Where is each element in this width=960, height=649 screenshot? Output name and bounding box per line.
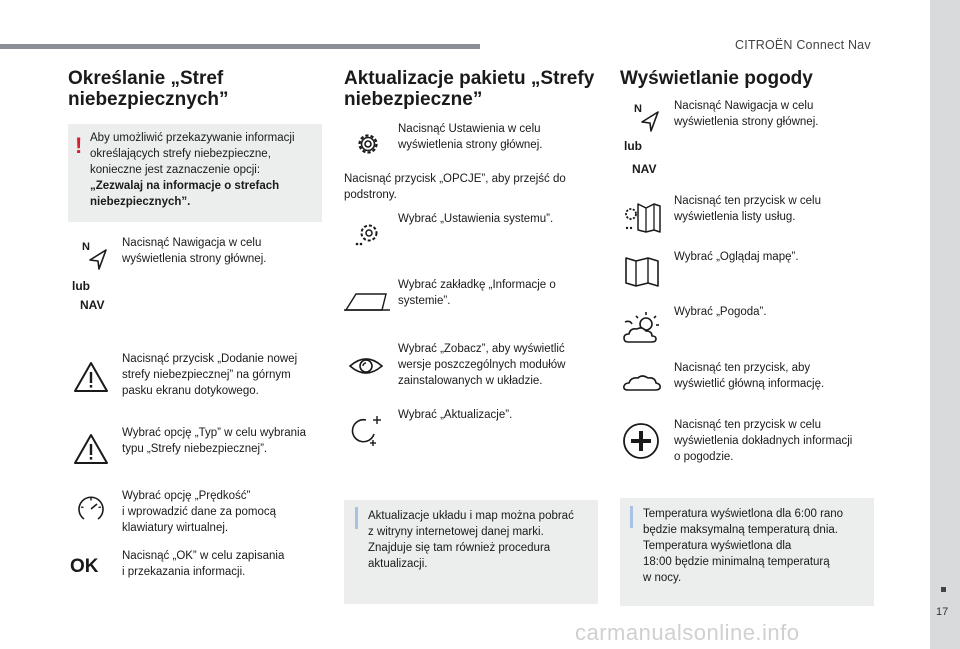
header-rule xyxy=(0,44,480,49)
info-mark-icon xyxy=(355,507,358,529)
step-line: zainstalowanych w układzie. xyxy=(398,375,543,387)
step-line: Wybrać „Oglądaj mapę”. xyxy=(674,251,799,263)
svg-text:N: N xyxy=(82,241,90,253)
col2-info-text xyxy=(368,508,596,572)
col1-title-line1: Określanie „Stref xyxy=(68,68,224,89)
step-line: wyświetlenia strony głównej. xyxy=(122,253,267,265)
ok-button[interactable]: OK xyxy=(70,556,99,577)
col3-title: Wyświetlanie pogody xyxy=(620,68,813,89)
col3-step-view-map xyxy=(674,249,884,265)
col2-title-line2: niebezpieczne” xyxy=(344,89,483,110)
step-line: Wybrać „Pogoda”. xyxy=(674,306,767,318)
step-line: Nacisnąć ten przycisk w celu xyxy=(674,195,821,207)
step-line: Nacisnąć „OK” w celu zapisania xyxy=(122,550,285,562)
step-line: Nacisnąć Nawigacja w celu xyxy=(674,100,814,112)
navigation-arrow-icon[interactable] xyxy=(80,238,110,272)
services-map-icon[interactable] xyxy=(624,200,662,234)
col2-step-system xyxy=(398,211,598,227)
step-line: o pogodzie. xyxy=(674,451,734,463)
warning-line: „Zezwalaj na informacje o strefach xyxy=(90,180,280,192)
system-settings-icon[interactable] xyxy=(352,220,382,250)
navigation-arrow-icon[interactable] xyxy=(632,100,662,134)
step-line: wyświetlenia strony głównej. xyxy=(674,116,819,128)
continuation-marker xyxy=(941,587,946,592)
col3-step-details xyxy=(674,417,884,465)
col1-step-add-zone xyxy=(122,351,327,399)
step-line: wersje poszczególnych modułów xyxy=(398,359,566,371)
info-tab-icon[interactable] xyxy=(344,290,390,312)
col2-step-settings xyxy=(398,121,598,153)
step-line: Wybrać zakładkę „Informacje o xyxy=(398,279,556,291)
step-line: podstrony. xyxy=(344,189,397,201)
danger-triangle-icon[interactable] xyxy=(72,360,110,394)
warning-line: niebezpiecznych”. xyxy=(90,196,191,208)
col3-step-services xyxy=(674,193,884,225)
col1-step-type xyxy=(122,425,327,457)
info-line: z witryny internetowej danej marki. xyxy=(368,526,544,538)
step-line: Nacisnąć przycisk „Dodanie nowej xyxy=(122,353,298,365)
col3-step-navigation xyxy=(674,98,884,130)
map-icon[interactable] xyxy=(624,254,660,288)
col2-step-updates xyxy=(398,407,598,423)
watermark: carmanualsonline.info xyxy=(575,620,800,645)
info-line: będzie maksymalną temperaturą dnia. xyxy=(643,524,838,536)
info-line: aktualizacji. xyxy=(368,558,428,570)
col3-step-main-info xyxy=(674,360,884,392)
or-label: lub xyxy=(624,139,642,153)
step-line: wyświetlenia strony głównej. xyxy=(398,139,543,151)
plus-circle-icon[interactable] xyxy=(622,422,660,460)
danger-triangle-icon[interactable] xyxy=(72,432,110,466)
step-line: Wybrać opcję „Prędkość” xyxy=(122,490,251,502)
col3-info-text xyxy=(643,506,871,586)
step-line: i przekazania informacji. xyxy=(122,566,246,578)
svg-text:N: N xyxy=(634,103,642,115)
step-line: Nacisnąć ten przycisk w celu xyxy=(674,419,821,431)
col3-step-weather xyxy=(674,304,884,320)
col2-title-line1: Aktualizacje pakietu „Strefy xyxy=(344,68,595,89)
col1-step-navigation xyxy=(122,235,322,267)
col2-step-info-tab xyxy=(398,277,598,309)
step-line: wyświetlenia listy usług. xyxy=(674,211,796,223)
step-line: pasku ekranu dotykowego. xyxy=(122,385,259,397)
eye-icon[interactable] xyxy=(348,354,384,378)
step-line: Nacisnąć Nawigacja w celu xyxy=(122,237,262,249)
page-side-strip xyxy=(930,0,960,649)
info-line: Aktualizacje układu i map można pobrać xyxy=(368,510,574,522)
step-line: Nacisnąć Ustawienia w celu xyxy=(398,123,541,135)
speedometer-icon[interactable] xyxy=(76,494,106,524)
step-line: wyświetlenia dokładnych informacji xyxy=(674,435,853,447)
gear-icon[interactable] xyxy=(354,130,382,158)
step-line: systemie”. xyxy=(398,295,451,307)
info-line: 18:00 będzie minimalną temperaturą xyxy=(643,556,830,568)
weather-icon[interactable] xyxy=(622,310,662,346)
page-number: 17 xyxy=(936,606,949,618)
col1-title xyxy=(68,68,229,110)
col1-title-line2: niebezpiecznych” xyxy=(68,89,229,110)
warning-line: Aby umożliwić przekazywanie informacji xyxy=(90,132,295,144)
or-label: lub xyxy=(72,279,90,293)
step-line: i wprowadzić dane za pomocą xyxy=(122,506,277,518)
cloud-icon[interactable] xyxy=(622,372,662,392)
step-line: typu „Strefy niebezpiecznej”. xyxy=(122,443,268,455)
update-icon[interactable] xyxy=(346,414,382,446)
info-line: Temperatura wyświetlona dla 6:00 rano xyxy=(643,508,844,520)
col1-step-ok xyxy=(122,548,327,580)
col2-step-options xyxy=(344,171,594,203)
col2-step-view xyxy=(398,341,598,389)
step-line: wyświetlić główną informację. xyxy=(674,378,825,390)
step-line: strefy niebezpiecznej” na górnym xyxy=(122,369,291,381)
step-line: Wybrać opcję „Typ” w celu wybrania xyxy=(122,427,306,439)
warning-text xyxy=(90,130,320,210)
step-line: Wybrać „Ustawienia systemu”. xyxy=(398,213,554,225)
warning-line: określających strefy niebezpieczne, xyxy=(90,148,271,160)
info-line: Znajduje się tam również procedura xyxy=(368,542,551,554)
warning-mark-icon: ! xyxy=(75,133,83,158)
info-line: Temperatura wyświetlona dla xyxy=(643,540,792,552)
nav-button[interactable]: NAV xyxy=(80,298,105,312)
info-mark-icon xyxy=(630,506,633,528)
nav-button[interactable]: NAV xyxy=(632,162,657,176)
step-line: Nacisnąć ten przycisk, aby xyxy=(674,362,811,374)
step-line: Wybrać „Aktualizacje”. xyxy=(398,409,513,421)
col1-step-speed xyxy=(122,488,327,536)
info-line: w nocy. xyxy=(643,572,682,584)
brand-title: CITROËN Connect Nav xyxy=(735,38,871,52)
step-line: klawiatury wirtualnej. xyxy=(122,522,229,534)
col2-title xyxy=(344,68,594,110)
warning-line: konieczne jest zaznaczenie opcji: xyxy=(90,164,261,176)
step-line: Nacisnąć przycisk „OPCJE”, aby przejść do xyxy=(344,173,566,185)
step-line: Wybrać „Zobacz”, aby wyświetlić xyxy=(398,343,565,355)
